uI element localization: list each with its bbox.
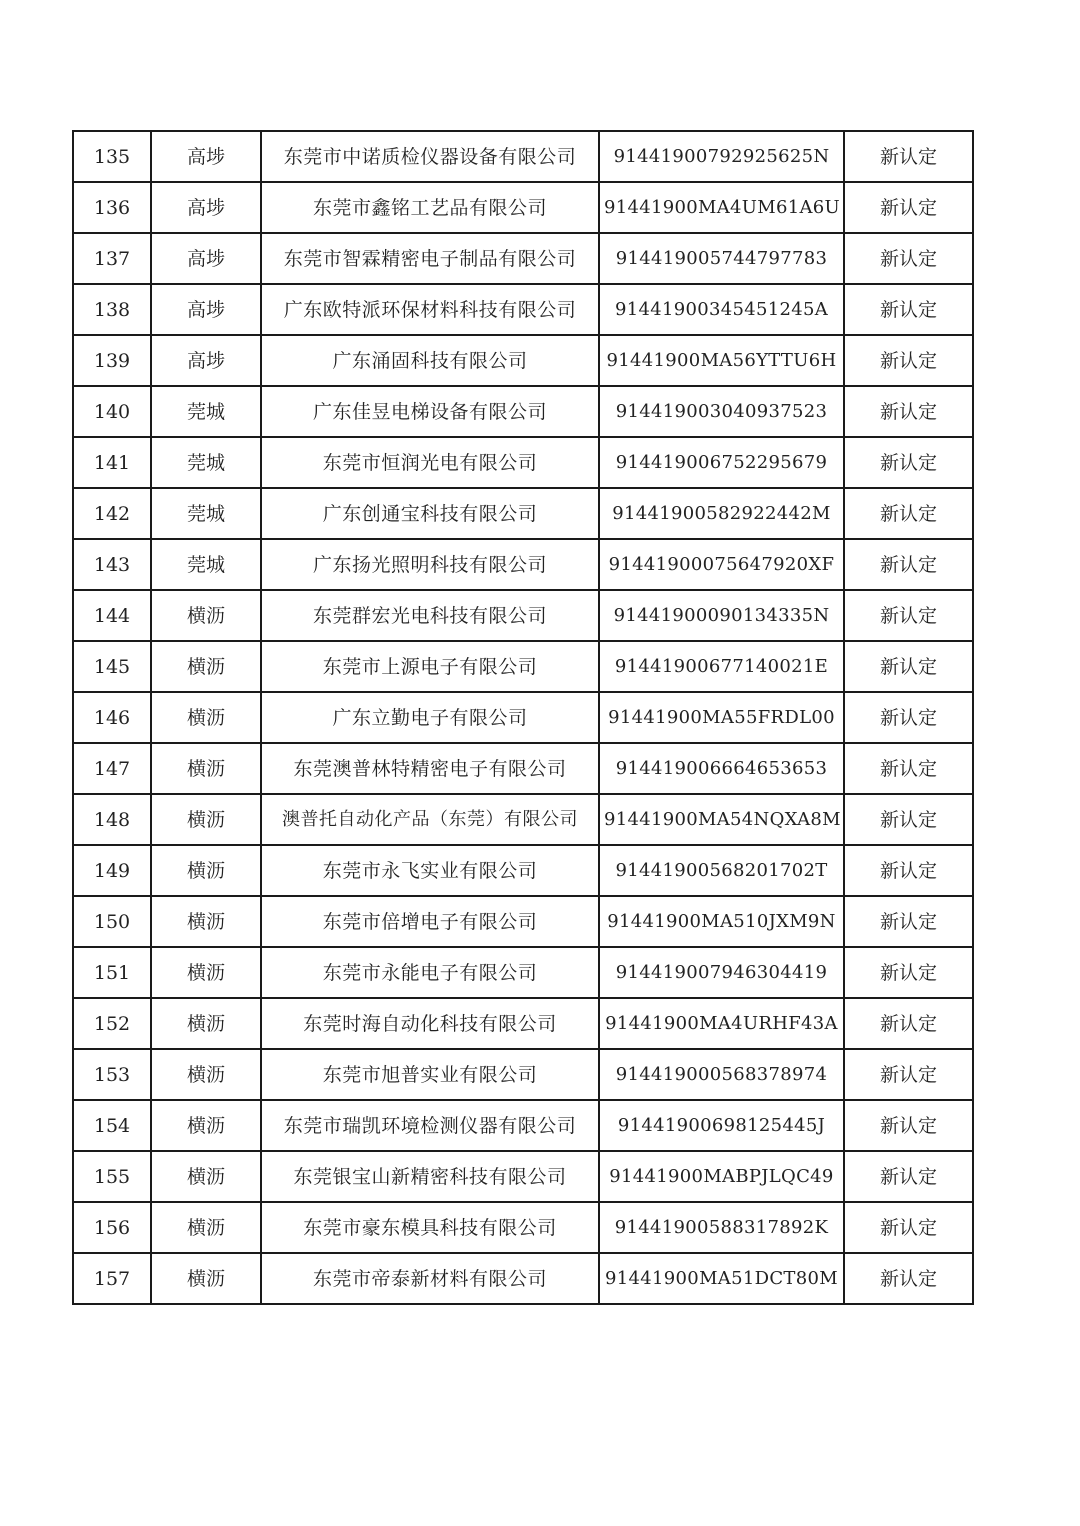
credit-code: 91441900568201702T [599, 845, 844, 896]
town-name: 横沥 [151, 1049, 261, 1100]
certification-status: 新认定 [844, 1253, 973, 1304]
table-row [73, 182, 973, 233]
company-name: 东莞市恒润光电有限公司 [261, 437, 599, 488]
certification-status: 新认定 [844, 947, 973, 998]
table-row [73, 794, 973, 845]
row-number: 145 [73, 641, 151, 692]
row-number: 142 [73, 488, 151, 539]
table-row [73, 335, 973, 386]
town-name: 横沥 [151, 590, 261, 641]
row-number: 141 [73, 437, 151, 488]
row-number: 148 [73, 794, 151, 845]
company-name: 澳普托自动化产品（东莞）有限公司 [261, 794, 599, 845]
row-number: 146 [73, 692, 151, 743]
certification-status: 新认定 [844, 335, 973, 386]
enterprise-table [72, 130, 974, 1305]
row-number: 140 [73, 386, 151, 437]
certification-status: 新认定 [844, 1151, 973, 1202]
company-name: 东莞市瑞凯环境检测仪器有限公司 [261, 1100, 599, 1151]
table-row [73, 1100, 973, 1151]
table-row [73, 1202, 973, 1253]
certification-status: 新认定 [844, 386, 973, 437]
table-row [73, 998, 973, 1049]
town-name: 高埗 [151, 284, 261, 335]
credit-code: 91441900MA55FRDL00 [599, 692, 844, 743]
town-name: 莞城 [151, 539, 261, 590]
table-row [73, 284, 973, 335]
company-name: 东莞市中诺质检仪器设备有限公司 [261, 131, 599, 182]
credit-code: 91441900MA56YTTU6H [599, 335, 844, 386]
credit-code: 914419005744797783 [599, 233, 844, 284]
table-row [73, 539, 973, 590]
certification-status: 新认定 [844, 743, 973, 794]
row-number: 143 [73, 539, 151, 590]
certification-status: 新认定 [844, 488, 973, 539]
certification-status: 新认定 [844, 896, 973, 947]
company-name: 广东扬光照明科技有限公司 [261, 539, 599, 590]
town-name: 横沥 [151, 692, 261, 743]
table-row [73, 692, 973, 743]
certification-status: 新认定 [844, 131, 973, 182]
table-row [73, 1253, 973, 1304]
town-name: 横沥 [151, 794, 261, 845]
row-number: 135 [73, 131, 151, 182]
table-row [73, 1049, 973, 1100]
row-number: 137 [73, 233, 151, 284]
table-row [73, 233, 973, 284]
credit-code: 91441900792925625N [599, 131, 844, 182]
town-name: 横沥 [151, 947, 261, 998]
row-number: 147 [73, 743, 151, 794]
row-number: 136 [73, 182, 151, 233]
town-name: 横沥 [151, 1100, 261, 1151]
certification-status: 新认定 [844, 233, 973, 284]
certification-status: 新认定 [844, 590, 973, 641]
company-name: 东莞市永飞实业有限公司 [261, 845, 599, 896]
credit-code: 914419007946304419 [599, 947, 844, 998]
row-number: 150 [73, 896, 151, 947]
town-name: 横沥 [151, 1253, 261, 1304]
credit-code: 91441900582922442M [599, 488, 844, 539]
company-name: 广东涌固科技有限公司 [261, 335, 599, 386]
certification-status: 新认定 [844, 284, 973, 335]
table-row [73, 641, 973, 692]
company-name: 东莞时海自动化科技有限公司 [261, 998, 599, 1049]
company-name: 东莞市倍增电子有限公司 [261, 896, 599, 947]
certification-status: 新认定 [844, 794, 973, 845]
company-name: 东莞市智霖精密电子制品有限公司 [261, 233, 599, 284]
certification-status: 新认定 [844, 1100, 973, 1151]
credit-code: 91441900MA51DCT80M [599, 1253, 844, 1304]
credit-code: 91441900MA4UM61A6U [599, 182, 844, 233]
row-number: 149 [73, 845, 151, 896]
credit-code: 91441900MA510JXM9N [599, 896, 844, 947]
town-name: 高埗 [151, 335, 261, 386]
town-name: 高埗 [151, 182, 261, 233]
town-name: 横沥 [151, 641, 261, 692]
table-row [73, 947, 973, 998]
table-row [73, 437, 973, 488]
credit-code: 914419006752295679 [599, 437, 844, 488]
town-name: 莞城 [151, 386, 261, 437]
credit-code: 91441900MA54NQXA8M [599, 794, 844, 845]
town-name: 横沥 [151, 1151, 261, 1202]
credit-code: 91441900677140021E [599, 641, 844, 692]
table-row [73, 896, 973, 947]
credit-code: 914419000568378974 [599, 1049, 844, 1100]
town-name: 莞城 [151, 437, 261, 488]
company-name: 东莞银宝山新精密科技有限公司 [261, 1151, 599, 1202]
town-name: 横沥 [151, 1202, 261, 1253]
certification-status: 新认定 [844, 845, 973, 896]
company-name: 广东立勤电子有限公司 [261, 692, 599, 743]
credit-code: 91441900588317892K [599, 1202, 844, 1253]
credit-code: 91441900075647920XF [599, 539, 844, 590]
company-name: 东莞市豪东模具科技有限公司 [261, 1202, 599, 1253]
credit-code: 914419003040937523 [599, 386, 844, 437]
credit-code: 91441900090134335N [599, 590, 844, 641]
company-name: 东莞市帝泰新材料有限公司 [261, 1253, 599, 1304]
town-name: 高埗 [151, 233, 261, 284]
table-row [73, 845, 973, 896]
town-name: 横沥 [151, 743, 261, 794]
town-name: 横沥 [151, 896, 261, 947]
credit-code: 91441900MA4URHF43A [599, 998, 844, 1049]
certification-status: 新认定 [844, 641, 973, 692]
town-name: 莞城 [151, 488, 261, 539]
company-name: 东莞群宏光电科技有限公司 [261, 590, 599, 641]
table-row [73, 131, 973, 182]
town-name: 高埗 [151, 131, 261, 182]
credit-code: 91441900345451245A [599, 284, 844, 335]
certification-status: 新认定 [844, 998, 973, 1049]
company-name: 东莞市鑫铭工艺品有限公司 [261, 182, 599, 233]
table-row [73, 488, 973, 539]
row-number: 155 [73, 1151, 151, 1202]
table-body [73, 131, 973, 1304]
company-name: 广东佳昱电梯设备有限公司 [261, 386, 599, 437]
company-name: 广东欧特派环保材料科技有限公司 [261, 284, 599, 335]
credit-code: 91441900MABPJLQC49 [599, 1151, 844, 1202]
certification-status: 新认定 [844, 1202, 973, 1253]
credit-code: 91441900698125445J [599, 1100, 844, 1151]
company-name: 东莞澳普林特精密电子有限公司 [261, 743, 599, 794]
row-number: 139 [73, 335, 151, 386]
credit-code: 914419006664653653 [599, 743, 844, 794]
table-row [73, 386, 973, 437]
certification-status: 新认定 [844, 437, 973, 488]
certification-status: 新认定 [844, 539, 973, 590]
company-name: 东莞市永能电子有限公司 [261, 947, 599, 998]
company-name: 东莞市旭普实业有限公司 [261, 1049, 599, 1100]
row-number: 138 [73, 284, 151, 335]
row-number: 154 [73, 1100, 151, 1151]
table-row [73, 743, 973, 794]
row-number: 151 [73, 947, 151, 998]
table-row [73, 590, 973, 641]
row-number: 152 [73, 998, 151, 1049]
certification-status: 新认定 [844, 182, 973, 233]
table-row [73, 1151, 973, 1202]
row-number: 144 [73, 590, 151, 641]
town-name: 横沥 [151, 845, 261, 896]
company-name: 东莞市上源电子有限公司 [261, 641, 599, 692]
town-name: 横沥 [151, 998, 261, 1049]
certification-status: 新认定 [844, 1049, 973, 1100]
row-number: 157 [73, 1253, 151, 1304]
company-name: 广东创通宝科技有限公司 [261, 488, 599, 539]
row-number: 156 [73, 1202, 151, 1253]
certification-status: 新认定 [844, 692, 973, 743]
row-number: 153 [73, 1049, 151, 1100]
